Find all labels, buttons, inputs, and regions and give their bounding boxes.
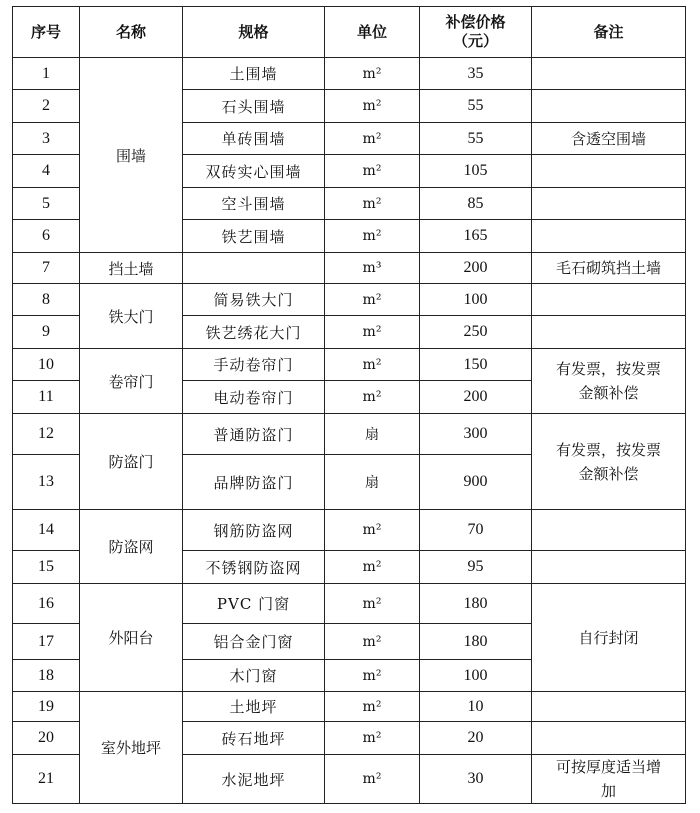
group-name-floor: 室外地坪 xyxy=(80,692,183,804)
unit-cell: m² xyxy=(325,58,420,90)
seq-cell: 19 xyxy=(13,692,80,722)
spec-cell: 木门窗 xyxy=(183,660,325,692)
price-cell: 250 xyxy=(420,316,532,349)
spec-cell: 水泥地坪 xyxy=(183,755,325,804)
seq-cell: 12 xyxy=(13,414,80,455)
note-cell xyxy=(532,692,686,722)
unit-cell: m³ xyxy=(325,253,420,284)
seq-cell: 15 xyxy=(13,551,80,584)
unit-cell: m² xyxy=(325,381,420,414)
spec-cell: 普通防盗门 xyxy=(183,414,325,455)
seq-cell: 11 xyxy=(13,381,80,414)
seq-cell: 17 xyxy=(13,624,80,660)
compensation-table xyxy=(12,6,686,804)
spec-cell: 铝合金门窗 xyxy=(183,624,325,660)
header-note: 备注 xyxy=(532,7,686,58)
unit-cell: m² xyxy=(325,660,420,692)
unit-cell: 扇 xyxy=(325,455,420,510)
price-cell: 165 xyxy=(420,220,532,253)
header-unit: 单位 xyxy=(325,7,420,58)
unit-cell: m² xyxy=(325,123,420,155)
seq-cell: 4 xyxy=(13,155,80,188)
seq-cell: 7 xyxy=(13,253,80,284)
unit-cell: m² xyxy=(325,284,420,316)
note-cell xyxy=(532,58,686,90)
seq-cell: 16 xyxy=(13,584,80,624)
price-cell: 900 xyxy=(420,455,532,510)
group-name-wall: 围墙 xyxy=(80,58,183,253)
spec-cell: 石头围墙 xyxy=(183,90,325,123)
group-name-shutter: 卷帘门 xyxy=(80,349,183,414)
header-name: 名称 xyxy=(80,7,183,58)
price-cell: 85 xyxy=(420,188,532,220)
header-price xyxy=(420,7,532,58)
note-floor-line1: 可按厚度适当增 xyxy=(555,758,661,776)
note-cell xyxy=(532,284,686,316)
unit-cell: m² xyxy=(325,624,420,660)
table-row xyxy=(13,58,686,90)
unit-cell: m² xyxy=(325,722,420,755)
price-cell: 180 xyxy=(420,624,532,660)
price-cell: 150 xyxy=(420,349,532,381)
seq-cell: 2 xyxy=(13,90,80,123)
seq-cell: 3 xyxy=(13,123,80,155)
note-cell xyxy=(532,220,686,253)
unit-cell: m² xyxy=(325,316,420,349)
spec-cell xyxy=(183,253,325,284)
note-retaining: 毛石砌筑挡土墙 xyxy=(532,253,686,284)
unit-cell: m² xyxy=(325,692,420,722)
note-cell xyxy=(532,551,686,584)
seq-cell: 21 xyxy=(13,755,80,804)
header-spec: 规格 xyxy=(183,7,325,58)
spec-cell: 铁艺绣花大门 xyxy=(183,316,325,349)
table-row xyxy=(13,284,686,316)
price-cell: 95 xyxy=(420,551,532,584)
group-name-balcony: 外阳台 xyxy=(80,584,183,692)
table-row xyxy=(13,584,686,624)
header-price-line2: （元） xyxy=(452,32,498,50)
header-row xyxy=(13,7,686,58)
seq-cell: 6 xyxy=(13,220,80,253)
price-cell: 30 xyxy=(420,755,532,804)
note-cell xyxy=(532,90,686,123)
price-cell: 300 xyxy=(420,414,532,455)
spec-cell: 砖石地坪 xyxy=(183,722,325,755)
unit-cell: m² xyxy=(325,155,420,188)
seq-cell: 14 xyxy=(13,510,80,551)
group-name-security-net: 防盗网 xyxy=(80,510,183,584)
seq-cell: 13 xyxy=(13,455,80,510)
unit-cell: m² xyxy=(325,551,420,584)
table-row xyxy=(13,692,686,722)
seq-cell: 1 xyxy=(13,58,80,90)
table-row xyxy=(13,349,686,381)
spec-cell: 土围墙 xyxy=(183,58,325,90)
price-cell: 200 xyxy=(420,381,532,414)
price-cell: 100 xyxy=(420,660,532,692)
seq-cell: 8 xyxy=(13,284,80,316)
unit-cell: m² xyxy=(325,90,420,123)
spec-cell: 铁艺围墙 xyxy=(183,220,325,253)
note-door-line1: 有发票，按发票 xyxy=(555,440,661,459)
note-cell xyxy=(532,188,686,220)
header-price-line1: 补偿价格 xyxy=(445,13,506,31)
note-balcony: 自行封闭 xyxy=(532,584,686,692)
spec-cell: PVC 门窗 xyxy=(183,584,325,624)
note-shutter-line1: 有发票，按发票 xyxy=(555,360,661,378)
note-cell xyxy=(532,155,686,188)
spec-cell: 不锈钢防盗网 xyxy=(183,551,325,584)
unit-cell: m² xyxy=(325,220,420,253)
table-row xyxy=(13,253,686,284)
unit-cell: m² xyxy=(325,510,420,551)
note-door-invoice xyxy=(532,414,686,510)
spec-cell: 手动卷帘门 xyxy=(183,349,325,381)
note-wall-openwork: 含透空围墙 xyxy=(532,123,686,155)
price-cell: 105 xyxy=(420,155,532,188)
seq-cell: 18 xyxy=(13,660,80,692)
note-shutter-line2: 金额补偿 xyxy=(578,384,639,402)
table-row xyxy=(13,414,686,455)
note-cell xyxy=(532,722,686,755)
note-cell xyxy=(532,316,686,349)
price-cell: 20 xyxy=(420,722,532,755)
unit-cell: 扇 xyxy=(325,414,420,455)
price-cell: 70 xyxy=(420,510,532,551)
seq-cell: 5 xyxy=(13,188,80,220)
note-floor-thickness xyxy=(532,755,686,804)
table-row xyxy=(13,510,686,551)
group-name-iron-gate: 铁大门 xyxy=(80,284,183,349)
spec-cell: 空斗围墙 xyxy=(183,188,325,220)
spec-cell: 钢筋防盗网 xyxy=(183,510,325,551)
group-name-retaining: 挡土墙 xyxy=(80,253,183,284)
note-cell xyxy=(532,510,686,551)
spec-cell: 土地坪 xyxy=(183,692,325,722)
spec-cell: 双砖实心围墙 xyxy=(183,155,325,188)
note-shutter-invoice xyxy=(532,349,686,414)
spec-cell: 电动卷帘门 xyxy=(183,381,325,414)
price-cell: 10 xyxy=(420,692,532,722)
seq-cell: 10 xyxy=(13,349,80,381)
seq-cell: 9 xyxy=(13,316,80,349)
price-cell: 55 xyxy=(420,123,532,155)
price-cell: 200 xyxy=(420,253,532,284)
spec-cell: 单砖围墙 xyxy=(183,123,325,155)
price-cell: 55 xyxy=(420,90,532,123)
price-cell: 100 xyxy=(420,284,532,316)
header-seq: 序号 xyxy=(13,7,80,58)
price-cell: 180 xyxy=(420,584,532,624)
spec-cell: 品牌防盗门 xyxy=(183,455,325,510)
unit-cell: m² xyxy=(325,584,420,624)
note-floor-line2: 加 xyxy=(600,782,616,800)
seq-cell: 20 xyxy=(13,722,80,755)
price-cell: 35 xyxy=(420,58,532,90)
note-door-line2: 金额补偿 xyxy=(578,464,639,483)
unit-cell: m² xyxy=(325,349,420,381)
unit-cell: m² xyxy=(325,188,420,220)
group-name-security-door: 防盗门 xyxy=(80,414,183,510)
unit-cell: m² xyxy=(325,755,420,804)
spec-cell: 简易铁大门 xyxy=(183,284,325,316)
